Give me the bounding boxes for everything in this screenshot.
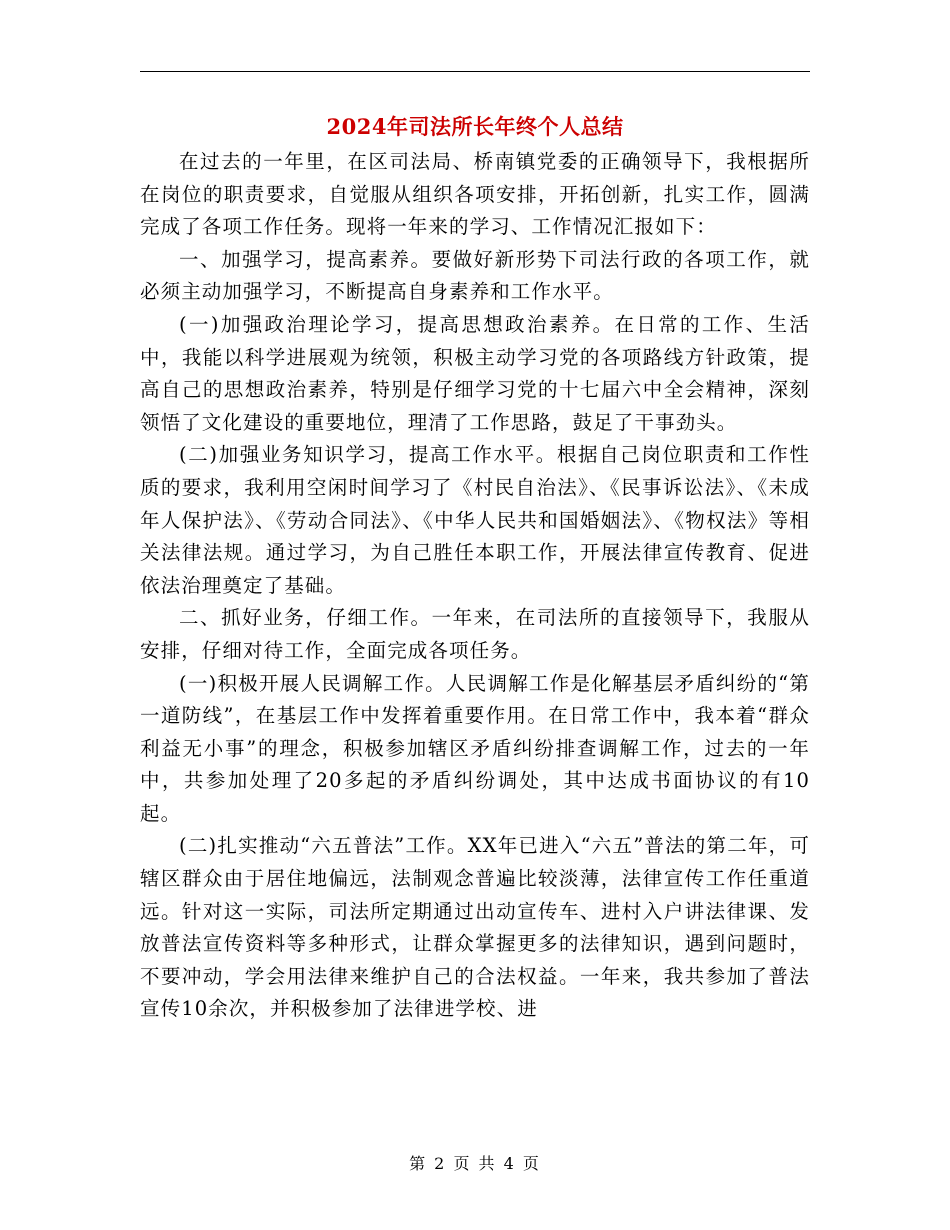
- paragraph-section-1: 一、加强学习，提高素养。要做好新形势下司法行政的各项工作，就必须主动加强学习，不断提高自身素养和工作水平。: [140, 247, 810, 304]
- document-title: 2024年司法所长年终个人总结: [326, 114, 624, 139]
- page-footer: 第 2 页 共 4 页: [409, 1154, 541, 1173]
- document-body: [140, 146, 810, 1026]
- paragraph-section-1-1: (一)加强政治理论学习，提高思想政治素养。在日常的工作、生活中，我能以科学进展观为统领，积极主动学习党的各项路线方针政策，提高自己的思想政治素养，特别是仔细学习党的十七届六中全会精神，深刻领悟了文化建设的重要地位，理清了工作思路，鼓足了干事劲头。: [140, 312, 810, 434]
- header-rule: [140, 71, 810, 72]
- paragraph-intro: 在过去的一年里，在区司法局、桥南镇党委的正确领导下，我根据所在岗位的职责要求，自觉服从组织各项安排，开拓创新，扎实工作，圆满完成了各项工作任务。现将一年来的学习、工作情况汇报如下：: [140, 150, 810, 239]
- paragraph-section-2-1: (一)积极开展人民调解工作。人民调解工作是化解基层矛盾纠纷的“第一道防线”，在基层工作中发挥着重要作用。在日常工作中，我本着“群众利益无小事”的理念，积极参加辖区矛盾纠纷排查调解工作，过去的一年中，共参加处理了20多起的矛盾纠纷调处，其中达成书面协议的有10起。: [140, 671, 810, 825]
- paragraph-section-2-2: (二)扎实推动“六五普法”工作。XX年已进入“六五”普法的第二年，可辖区群众由于居住地偏远，法制观念普遍比较淡薄，法律宣传工作任重道远。针对这一实际，司法所定期通过出动宣传车、进村入户讲法律课、发放普法宣传资料等多种形式，让群众掌握更多的法律知识，遇到问题时，不要冲动，学会用法律来维护自己的合法权益。一年来，我共参加了普法宣传10余次，并积极参加了法律进学校、进: [140, 834, 810, 1021]
- paragraph-section-1-2: (二)加强业务知识学习，提高工作水平。根据自己岗位职责和工作性质的要求，我利用空闲时间学习了《村民自治法》、《民事诉讼法》、《未成年人保护法》、《劳动合同法》、《中华人民共和国婚姻法》、《物权法》等相关法律法规。通过学习，为自己胜任本职工作，开展法律宣传教育、促进依法治理奠定了基础。: [140, 443, 810, 597]
- paragraph-section-2: 二、抓好业务，仔细工作。一年来，在司法所的直接领导下，我服从安排，仔细对待工作，全面完成各项任务。: [140, 606, 810, 662]
